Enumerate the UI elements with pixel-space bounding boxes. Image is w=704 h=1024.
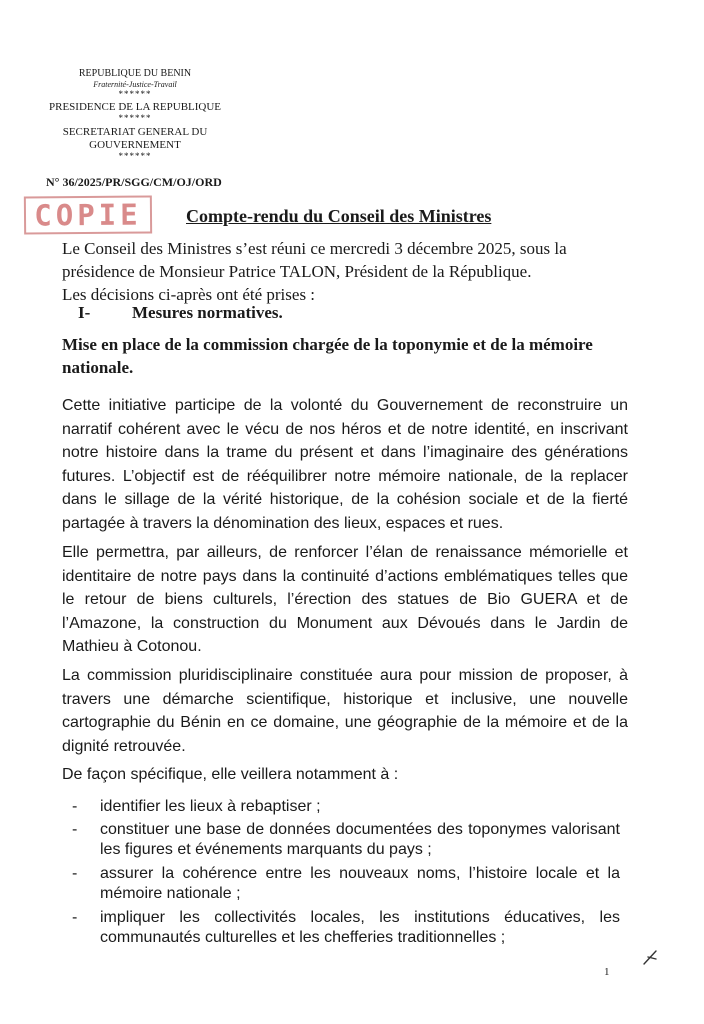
bullet-marker: - (72, 798, 78, 815)
separator-stars: ****** (118, 151, 152, 161)
list-item: - constituer une base de données documentées des toponymes valorisant les figures et événements marquants du pays ; (72, 821, 620, 858)
measure-title: Mise en place de la commission chargée de la toponymie et de la mémoire nationale. (62, 335, 593, 377)
presidency-name: PRESIDENCE DE LA REPUBLIQUE (48, 101, 222, 113)
signature-initial-icon (640, 948, 660, 968)
separator-stars: ****** (118, 113, 152, 123)
list-item: - identifier les lieux à rebaptiser ; (72, 798, 321, 815)
secretariat-line-1: SECRETARIAT GENERAL DU (62, 126, 208, 138)
intro-line: Le Conseil des Ministres s’est réuni ce mercredi 3 décembre 2025, sous la (62, 239, 567, 258)
bullet-marker: - (72, 909, 78, 926)
document-title: Compte-rendu du Conseil des Ministres (186, 206, 492, 226)
document-reference: N° 36/2025/PR/SGG/CM/OJ/ORD (46, 175, 222, 189)
section-label: Mesures normatives. (132, 303, 283, 322)
paragraph: La commission pluridisciplinaire constituée aura pour mission de proposer, à travers une démarche scientifique, historique et inclusive, une nouvelle cartographie du Bénin en ce domaine, une géographie de la mémoire et de la dignité retrouvée. (62, 667, 628, 755)
list-lead: De façon spécifique, elle veillera notamment à : (62, 766, 399, 783)
secretariat-line-2: GOUVERNEMENT (89, 139, 181, 151)
bullet-marker: - (72, 865, 78, 882)
intro-line: Les décisions ci-après ont été prises : (62, 285, 316, 304)
intro-block (62, 237, 622, 306)
list-item: - assurer la cohérence entre les nouveaux noms, l’histoire locale et la mémoire nationale ; (72, 865, 620, 902)
paragraph: Elle permettra, par ailleurs, de renforcer l’élan de renaissance mémorielle et identitaire de notre pays dans la continuité d’actions emblématiques telles que le retour de biens culturels, l’érection des statues de Bio GUERA et de l’Amazone, la construction du Monument aux Dévoués dans le Jardin de Mathieu à Cotonou. (62, 544, 628, 655)
national-motto: Fraternité-Justice-Travail (93, 80, 177, 89)
separator-stars: ****** (118, 89, 152, 99)
paragraph: Cette initiative participe de la volonté du Gouvernement de reconstruire un narratif cohérent avec le vécu de nos héros et de notre identité, en inscrivant notre histoire dans la trame du présent et dans l’imaginaire des générations futures. L’objectif est de rééquilibrer notre mémoire nationale, de la replacer dans le sillage de la vérité historique, de la cohésion sociale et de la fierté partagée à travers la dénomination des lieux, espaces et rues. (62, 397, 628, 532)
page-number: 1 (604, 966, 610, 978)
list-item: - impliquer les collectivités locales, les institutions éducatives, les communautés culturelles et les chefferies traditionnelles ; (72, 909, 620, 946)
bullet-marker: - (72, 821, 78, 838)
letterhead (40, 68, 230, 161)
copy-stamp: COPIE (24, 195, 152, 234)
section-number: I- (78, 303, 91, 322)
mission-list (72, 797, 620, 948)
republic-name: REPUBLIQUE DU BENIN (78, 68, 192, 79)
section-heading (78, 303, 283, 323)
intro-line: présidence de Monsieur Patrice TALON, Président de la République. (62, 262, 532, 281)
